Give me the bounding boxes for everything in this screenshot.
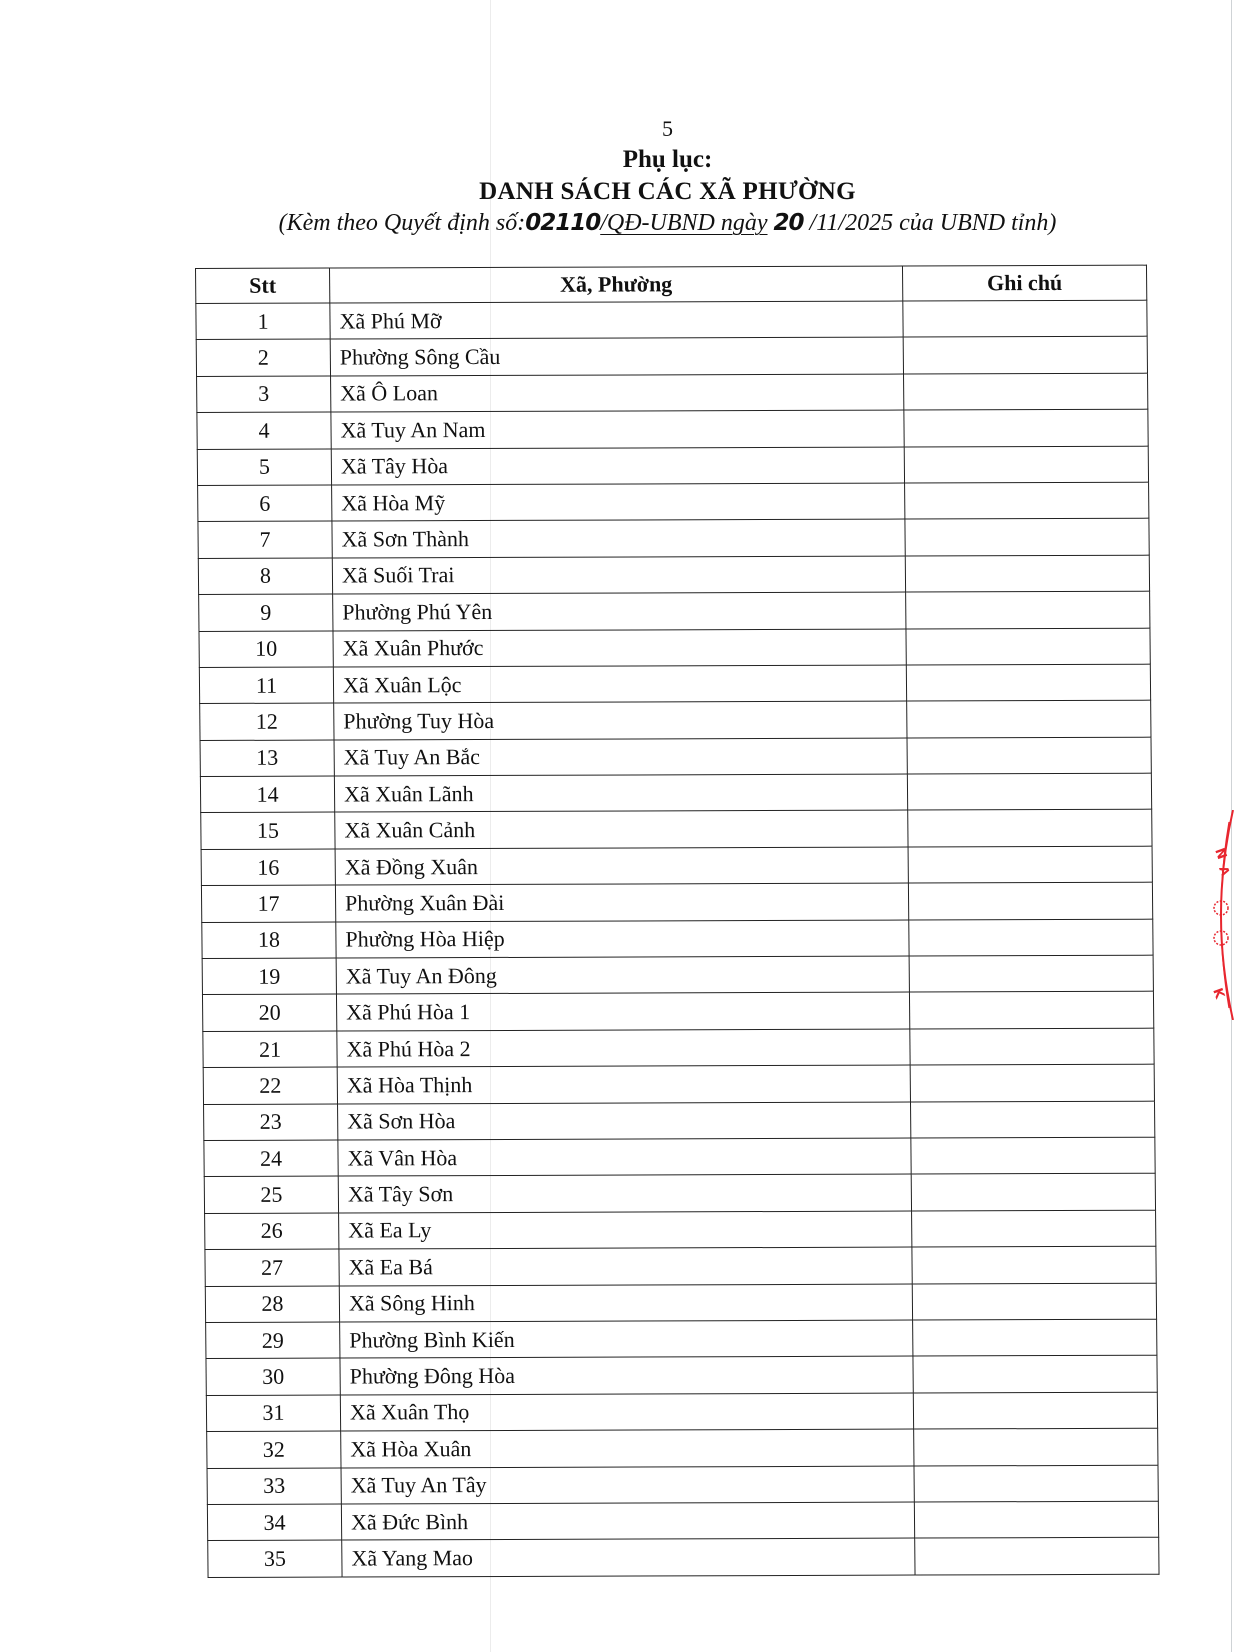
row-commune-name: Xã Tuy An Đông (336, 956, 909, 994)
decision-ref-middle: /QĐ-UBND ngày (600, 210, 768, 236)
row-note (907, 700, 1151, 737)
row-stt: 33 (207, 1468, 341, 1505)
row-commune-name: Xã Phú Hòa 1 (336, 992, 909, 1030)
table-row (198, 482, 1149, 522)
row-commune-name: Xã Xuân Lãnh (334, 774, 907, 812)
row-commune-name: Xã Xuân Lộc (333, 665, 906, 703)
decision-number-handwritten: 02110 (525, 210, 601, 236)
row-stt: 21 (203, 1031, 337, 1068)
row-note (914, 1465, 1158, 1502)
decision-ref-suffix: /11/2025 của UBND tỉnh) (803, 210, 1057, 236)
row-note (904, 409, 1148, 446)
row-commune-name: Xã Tây Sơn (338, 1174, 911, 1212)
row-commune-name: Xã Hòa Xuân (341, 1429, 914, 1467)
svg-text:A: A (1216, 864, 1233, 878)
row-note (906, 628, 1150, 665)
row-commune-name: Xã Phú Mỡ (330, 301, 903, 339)
row-commune-name: Xã Đồng Xuân (335, 847, 908, 885)
row-stt: 10 (199, 631, 333, 668)
table-row (201, 810, 1152, 850)
row-commune-name: Xã Yang Mao (342, 1538, 915, 1576)
row-note (908, 810, 1152, 847)
row-commune-name: Phường Đông Hòa (340, 1356, 913, 1394)
row-note (912, 1210, 1156, 1247)
row-stt: 3 (197, 376, 331, 413)
row-note (910, 1064, 1154, 1101)
row-stt: 24 (204, 1140, 338, 1177)
row-commune-name: Xã Xuân Cảnh (335, 811, 908, 849)
table-row (208, 1537, 1159, 1577)
row-note (909, 955, 1153, 992)
table-row (197, 409, 1148, 449)
table-header-row (196, 265, 1147, 303)
table-row (203, 1064, 1154, 1104)
row-note (905, 555, 1149, 592)
row-commune-name: Xã Xuân Thọ (340, 1393, 913, 1431)
table-row (204, 1174, 1155, 1214)
table-row (207, 1428, 1158, 1468)
table-row (205, 1210, 1156, 1250)
row-stt: 19 (202, 958, 336, 995)
table-row (197, 373, 1148, 413)
row-note (903, 300, 1147, 337)
row-note (913, 1392, 1157, 1429)
row-commune-name: Xã Sơn Thành (332, 519, 905, 557)
row-note (906, 591, 1150, 628)
table-row (200, 773, 1151, 813)
row-stt: 13 (200, 740, 334, 777)
row-note (911, 1137, 1155, 1174)
commune-ward-table-container (195, 265, 1159, 1578)
svg-text:N: N (1211, 846, 1230, 862)
row-stt: 29 (206, 1322, 340, 1359)
decision-ref-prefix: (Kèm theo Quyết định số: (278, 210, 526, 236)
row-commune-name: Xã Phú Hòa 2 (337, 1029, 910, 1067)
row-stt: 34 (207, 1504, 341, 1541)
row-commune-name: Xã Sông Hinh (339, 1284, 912, 1322)
row-commune-name: Xã Xuân Phước (333, 629, 906, 667)
row-note (911, 1174, 1155, 1211)
row-commune-name: Phường Phú Yên (333, 592, 906, 630)
row-note (904, 373, 1148, 410)
row-stt: 28 (205, 1286, 339, 1323)
row-stt: 17 (201, 885, 335, 922)
table-row (204, 1101, 1155, 1141)
table-row (200, 700, 1151, 740)
table-row (200, 737, 1151, 777)
row-commune-name: Xã Ea Bá (339, 1247, 912, 1285)
row-stt: 1 (196, 303, 330, 340)
table-row (205, 1246, 1156, 1286)
row-commune-name: Xã Tuy An Tây (341, 1466, 914, 1504)
row-note (906, 664, 1150, 701)
decision-reference (0, 210, 1235, 237)
row-stt: 8 (198, 558, 332, 595)
row-note (913, 1319, 1157, 1356)
table-row (199, 591, 1150, 631)
table-row (203, 1028, 1154, 1068)
table-row (202, 919, 1153, 959)
row-note (905, 519, 1149, 556)
row-stt: 14 (200, 776, 334, 813)
commune-ward-table (195, 265, 1160, 1578)
row-commune-name: Xã Sơn Hòa (338, 1102, 911, 1140)
row-stt: 27 (205, 1249, 339, 1286)
row-stt: 26 (205, 1213, 339, 1250)
table-row (197, 446, 1148, 486)
page-number: 5 (662, 116, 673, 141)
row-commune-name: Phường Sông Cầu (330, 337, 903, 375)
table-row (206, 1392, 1157, 1432)
row-stt: 23 (204, 1104, 338, 1141)
table-row (199, 628, 1150, 668)
row-commune-name: Xã Ô Loan (331, 374, 904, 412)
row-stt: 7 (198, 521, 332, 558)
svg-text:K: K (1209, 986, 1227, 1001)
table-row (202, 955, 1153, 995)
row-stt: 12 (200, 703, 334, 740)
table-row (202, 992, 1153, 1032)
row-commune-name: Xã Ea Ly (339, 1211, 912, 1249)
document-title: DANH SÁCH CÁC XÃ PHƯỜNG (479, 178, 856, 205)
row-stt: 35 (208, 1540, 342, 1577)
table-row (199, 664, 1150, 704)
table-row (201, 882, 1152, 922)
row-note (903, 337, 1147, 374)
row-note (912, 1246, 1156, 1283)
table-row (206, 1319, 1157, 1359)
row-stt: 32 (207, 1431, 341, 1468)
row-note (914, 1501, 1158, 1538)
row-note (910, 1101, 1154, 1138)
table-row (207, 1501, 1158, 1541)
row-stt: 30 (206, 1358, 340, 1395)
row-note (908, 846, 1152, 883)
row-note (909, 919, 1153, 956)
row-commune-name: Phường Bình Kiến (340, 1320, 913, 1358)
row-note (905, 482, 1149, 519)
row-commune-name: Xã Tây Hòa (331, 447, 904, 485)
row-stt: 2 (196, 339, 330, 376)
row-commune-name: Xã Tuy An Bắc (334, 738, 907, 776)
row-commune-name: Xã Vân Hòa (338, 1138, 911, 1176)
row-stt: 22 (203, 1067, 337, 1104)
column-header-note: Ghi chú (902, 265, 1146, 301)
row-commune-name: Xã Hòa Mỹ (332, 483, 905, 521)
table-row (196, 337, 1147, 377)
table-row (207, 1465, 1158, 1505)
row-note (907, 737, 1151, 774)
decision-day-handwritten: 20 (773, 210, 804, 236)
row-stt: 6 (198, 485, 332, 522)
row-note (913, 1356, 1157, 1393)
row-note (910, 1028, 1154, 1065)
column-header-name: Xã, Phường (329, 266, 902, 303)
red-seal-stamp-icon (1207, 810, 1235, 1020)
row-note (904, 446, 1148, 483)
row-stt: 31 (206, 1395, 340, 1432)
row-stt: 9 (199, 594, 333, 631)
row-stt: 4 (197, 412, 331, 449)
table-row (206, 1356, 1157, 1396)
row-stt: 15 (201, 813, 335, 850)
row-note (908, 882, 1152, 919)
row-stt: 5 (197, 449, 331, 486)
table-body (196, 300, 1159, 1577)
row-stt: 11 (199, 667, 333, 704)
row-commune-name: Phường Tuy Hòa (334, 701, 907, 739)
column-header-stt: Stt (196, 268, 330, 303)
row-stt: 18 (202, 922, 336, 959)
table-row (204, 1137, 1155, 1177)
row-commune-name: Phường Hòa Hiệp (336, 920, 909, 958)
row-stt: 20 (202, 994, 336, 1031)
row-commune-name: Xã Hòa Thịnh (337, 1065, 910, 1103)
row-commune-name: Xã Đức Bình (341, 1502, 914, 1540)
row-stt: 16 (201, 849, 335, 886)
table-row (196, 300, 1147, 340)
table-row (198, 555, 1149, 595)
row-commune-name: Phường Xuân Đài (335, 883, 908, 921)
row-stt: 25 (204, 1176, 338, 1213)
row-note (909, 992, 1153, 1029)
row-note (914, 1428, 1158, 1465)
row-note (912, 1283, 1156, 1320)
table-row (205, 1283, 1156, 1323)
row-commune-name: Xã Suối Trai (332, 556, 905, 594)
appendix-label: Phụ lục: (622, 146, 713, 173)
table-row (201, 846, 1152, 886)
table-row (198, 519, 1149, 559)
row-note (915, 1537, 1159, 1574)
row-note (907, 773, 1151, 810)
row-commune-name: Xã Tuy An Nam (331, 410, 904, 448)
